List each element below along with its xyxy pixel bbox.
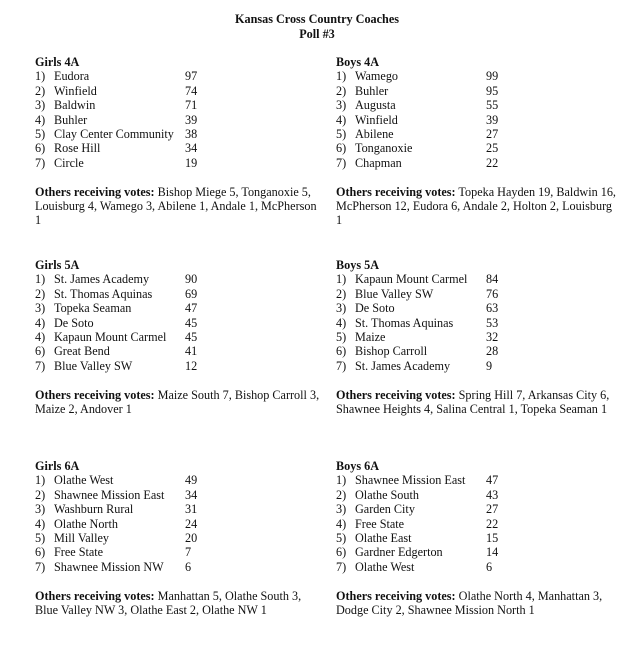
others-receiving-votes bbox=[336, 388, 616, 417]
rank-number: 3) bbox=[35, 98, 46, 113]
team-name: St. Thomas Aquinas bbox=[355, 315, 454, 330]
team-points: 84 bbox=[486, 272, 499, 287]
ranking-row bbox=[336, 141, 616, 155]
others-list: Olathe North 4, Manhattan 3, Dodge City 2, Shawnee Mission North 1 bbox=[336, 588, 603, 617]
others-list: Spring Hill 7, Arkansas City 6, Shawnee Heights 4, Salina Central 1, Topeka Seaman 1 bbox=[336, 387, 610, 416]
section-heading: Girls 6A bbox=[35, 459, 80, 473]
others-label: Others receiving votes: bbox=[35, 184, 155, 199]
team-name: Kapaun Mount Carmel bbox=[355, 272, 468, 287]
rank-number: 4) bbox=[35, 516, 46, 531]
team-name: Tonganoxie bbox=[355, 141, 413, 156]
team-name: Shawnee Mission East bbox=[54, 487, 165, 502]
others-receiving-votes bbox=[35, 589, 320, 618]
team-name: Topeka Seaman bbox=[54, 301, 132, 316]
team-name: Augusta bbox=[355, 98, 396, 113]
ranking-row bbox=[35, 344, 320, 358]
section-heading: Girls 5A bbox=[35, 258, 80, 272]
rank-number: 4) bbox=[35, 112, 46, 127]
others-label: Others receiving votes: bbox=[35, 387, 155, 402]
team-points: 49 bbox=[185, 473, 198, 488]
team-points: 47 bbox=[185, 301, 198, 316]
rank-number: 2) bbox=[35, 83, 46, 98]
team-points: 7 bbox=[185, 545, 192, 560]
ranking-row bbox=[35, 316, 320, 330]
section-girls-4a bbox=[35, 55, 320, 228]
team-name: Winfield bbox=[355, 112, 398, 127]
others-label: Others receiving votes: bbox=[35, 588, 155, 603]
team-name: St. James Academy bbox=[355, 358, 451, 373]
section-boys-6a bbox=[336, 459, 616, 617]
rank-number: 7) bbox=[336, 155, 347, 170]
ranking-row bbox=[336, 330, 616, 344]
team-name: Olathe West bbox=[54, 473, 114, 488]
team-name: Wamego bbox=[355, 69, 399, 84]
rank-number: 3) bbox=[336, 502, 347, 517]
team-points: 95 bbox=[486, 83, 499, 98]
team-points: 27 bbox=[486, 126, 499, 141]
ranking-row bbox=[336, 560, 616, 574]
rank-number: 2) bbox=[35, 487, 46, 502]
ranking-row bbox=[336, 301, 616, 315]
team-name: Blue Valley SW bbox=[54, 358, 133, 373]
ranking-row bbox=[35, 359, 320, 373]
rank-number: 7) bbox=[35, 358, 46, 373]
others-receiving-votes bbox=[336, 185, 616, 228]
rank-number: 3) bbox=[336, 301, 347, 316]
rank-number: 3) bbox=[336, 98, 347, 113]
rank-number: 2) bbox=[336, 487, 347, 502]
ranking-row bbox=[35, 473, 320, 487]
rank-number: 6) bbox=[35, 344, 46, 359]
ranking-row bbox=[35, 517, 320, 531]
team-name: De Soto bbox=[54, 315, 94, 330]
team-name: Washburn Rural bbox=[54, 502, 134, 517]
ranking-row bbox=[336, 156, 616, 170]
team-name: St. Thomas Aquinas bbox=[54, 286, 153, 301]
ranking-row bbox=[35, 301, 320, 315]
ranking-row bbox=[35, 330, 320, 344]
rank-number: 4) bbox=[336, 516, 347, 531]
ranking-row bbox=[336, 517, 616, 531]
section-heading: Boys 6A bbox=[336, 459, 380, 473]
rank-number: 2) bbox=[336, 83, 347, 98]
rank-number: 5) bbox=[35, 530, 46, 545]
team-points: 28 bbox=[486, 344, 499, 359]
team-points: 45 bbox=[185, 315, 198, 330]
team-points: 99 bbox=[486, 69, 499, 84]
others-list: Bishop Miege 5, Tonganoxie 5, Louisburg 4, Wamego 3, Abilene 1, Andale 1, McPherson 1 bbox=[35, 184, 317, 228]
ranking-row bbox=[336, 287, 616, 301]
rank-number: 6) bbox=[336, 344, 347, 359]
team-name: Abilene bbox=[355, 126, 394, 141]
rank-number: 2) bbox=[35, 286, 46, 301]
ranking-row bbox=[336, 502, 616, 516]
team-points: 69 bbox=[185, 286, 198, 301]
team-name: Chapman bbox=[355, 155, 402, 170]
team-name: Free State bbox=[355, 516, 405, 531]
rank-number: 6) bbox=[35, 545, 46, 560]
team-points: 6 bbox=[185, 559, 192, 574]
team-name: Olathe East bbox=[355, 530, 412, 545]
ranking-row bbox=[336, 272, 616, 286]
team-name: Maize bbox=[355, 329, 386, 344]
section-heading: Boys 4A bbox=[336, 55, 380, 69]
team-name: Olathe West bbox=[355, 559, 415, 574]
section-boys-4a bbox=[336, 55, 616, 228]
team-name: Gardner Edgerton bbox=[355, 545, 443, 560]
rank-number: 7) bbox=[35, 559, 46, 574]
team-points: 39 bbox=[185, 112, 198, 127]
team-points: 19 bbox=[185, 155, 198, 170]
team-points: 22 bbox=[486, 516, 499, 531]
team-points: 31 bbox=[185, 502, 198, 517]
ranking-row bbox=[336, 473, 616, 487]
ranking-row bbox=[35, 272, 320, 286]
team-points: 97 bbox=[185, 69, 198, 84]
rank-number: 1) bbox=[35, 473, 46, 488]
team-name: Free State bbox=[54, 545, 104, 560]
team-points: 22 bbox=[486, 155, 499, 170]
ranking-row bbox=[35, 98, 320, 112]
document-title: Kansas Cross Country Coaches bbox=[235, 12, 399, 26]
rank-number: 7) bbox=[336, 559, 347, 574]
rank-number: 6) bbox=[336, 545, 347, 560]
team-name: Rose Hill bbox=[54, 141, 101, 156]
ranking-row bbox=[35, 84, 320, 98]
rank-number: 4) bbox=[336, 112, 347, 127]
ranking-row bbox=[35, 127, 320, 141]
ranking-row bbox=[35, 560, 320, 574]
rank-number: 1) bbox=[35, 69, 46, 84]
rank-number: 1) bbox=[35, 272, 46, 287]
team-points: 55 bbox=[486, 98, 499, 113]
team-name: Baldwin bbox=[54, 98, 96, 113]
ranking-row bbox=[336, 344, 616, 358]
team-points: 41 bbox=[185, 344, 198, 359]
rank-number: 6) bbox=[336, 141, 347, 156]
rank-number: 5) bbox=[336, 530, 347, 545]
others-receiving-votes bbox=[35, 388, 320, 417]
team-points: 14 bbox=[486, 545, 499, 560]
team-points: 39 bbox=[486, 112, 499, 127]
ranking-row bbox=[336, 359, 616, 373]
team-points: 34 bbox=[185, 141, 198, 156]
team-name: Kapaun Mount Carmel bbox=[54, 329, 167, 344]
ranking-row bbox=[336, 127, 616, 141]
team-name: Blue Valley SW bbox=[355, 286, 434, 301]
team-points: 12 bbox=[185, 358, 198, 373]
ranking-row bbox=[336, 488, 616, 502]
team-points: 47 bbox=[486, 473, 499, 488]
team-points: 9 bbox=[486, 358, 493, 373]
team-name: Winfield bbox=[54, 83, 97, 98]
team-name: Garden City bbox=[355, 502, 415, 517]
rank-number: 5) bbox=[35, 126, 46, 141]
section-girls-6a bbox=[35, 459, 320, 617]
ranking-row bbox=[336, 316, 616, 330]
rank-number: 6) bbox=[35, 141, 46, 156]
rank-number: 3) bbox=[35, 502, 46, 517]
others-receiving-votes bbox=[35, 185, 320, 228]
others-label: Others receiving votes: bbox=[336, 588, 456, 603]
ranking-row bbox=[35, 69, 320, 83]
ranking-row bbox=[35, 531, 320, 545]
section-boys-5a bbox=[336, 258, 616, 416]
team-points: 43 bbox=[486, 487, 499, 502]
ranking-row bbox=[336, 545, 616, 559]
team-points: 90 bbox=[185, 272, 198, 287]
ranking-row bbox=[336, 531, 616, 545]
team-name: Shawnee Mission East bbox=[355, 473, 466, 488]
team-points: 15 bbox=[486, 530, 499, 545]
team-points: 6 bbox=[486, 559, 493, 574]
team-points: 20 bbox=[185, 530, 198, 545]
others-list: Manhattan 5, Olathe South 3, Blue Valley NW 3, Olathe East 2, Olathe NW 1 bbox=[35, 588, 302, 617]
team-name: Olathe North bbox=[54, 516, 118, 531]
others-list: Topeka Hayden 19, Baldwin 16, McPherson 12, Eudora 6, Andale 2, Holton 2, Louisburg 1 bbox=[336, 184, 616, 228]
team-points: 25 bbox=[486, 141, 499, 156]
rank-number: 3) bbox=[35, 301, 46, 316]
ranking-row bbox=[35, 545, 320, 559]
rank-number: 4) bbox=[336, 315, 347, 330]
rank-number: 7) bbox=[35, 155, 46, 170]
rank-number: 5) bbox=[336, 329, 347, 344]
team-points: 74 bbox=[185, 83, 198, 98]
team-name: Mill Valley bbox=[54, 530, 109, 545]
team-points: 27 bbox=[486, 502, 499, 517]
team-name: Circle bbox=[54, 155, 84, 170]
team-points: 71 bbox=[185, 98, 198, 113]
team-points: 53 bbox=[486, 315, 499, 330]
others-label: Others receiving votes: bbox=[336, 184, 456, 199]
rank-number: 2) bbox=[336, 286, 347, 301]
team-points: 63 bbox=[486, 301, 499, 316]
rank-number: 1) bbox=[336, 272, 347, 287]
team-name: De Soto bbox=[355, 301, 395, 316]
ranking-row bbox=[336, 98, 616, 112]
team-name: St. James Academy bbox=[54, 272, 150, 287]
ranking-row bbox=[35, 141, 320, 155]
team-points: 45 bbox=[185, 329, 198, 344]
rank-number: 4) bbox=[35, 315, 46, 330]
rank-number: 4) bbox=[35, 329, 46, 344]
ranking-row bbox=[35, 488, 320, 502]
team-name: Shawnee Mission NW bbox=[54, 559, 164, 574]
ranking-row bbox=[35, 287, 320, 301]
team-points: 76 bbox=[486, 286, 499, 301]
team-name: Buhler bbox=[355, 83, 389, 98]
section-heading: Girls 4A bbox=[35, 55, 80, 69]
rank-number: 1) bbox=[336, 473, 347, 488]
team-points: 24 bbox=[185, 516, 198, 531]
rank-number: 5) bbox=[336, 126, 347, 141]
rank-number: 7) bbox=[336, 358, 347, 373]
team-name: Eudora bbox=[54, 69, 90, 84]
team-points: 38 bbox=[185, 126, 198, 141]
team-points: 32 bbox=[486, 329, 499, 344]
ranking-row bbox=[336, 69, 616, 83]
ranking-row bbox=[35, 502, 320, 516]
team-points: 34 bbox=[185, 487, 198, 502]
team-name: Buhler bbox=[54, 112, 88, 127]
team-name: Clay Center Community bbox=[54, 126, 174, 141]
ranking-row bbox=[35, 156, 320, 170]
ranking-row bbox=[336, 84, 616, 98]
team-name: Olathe South bbox=[355, 487, 419, 502]
section-girls-5a bbox=[35, 258, 320, 416]
team-name: Great Bend bbox=[54, 344, 110, 359]
others-receiving-votes bbox=[336, 589, 616, 618]
rank-number: 1) bbox=[336, 69, 347, 84]
poll-number: Poll #3 bbox=[299, 27, 335, 41]
section-heading: Boys 5A bbox=[336, 258, 380, 272]
ranking-row bbox=[35, 113, 320, 127]
others-label: Others receiving votes: bbox=[336, 387, 456, 402]
team-name: Bishop Carroll bbox=[355, 344, 428, 359]
ranking-row bbox=[336, 113, 616, 127]
others-list: Maize South 7, Bishop Carroll 3, Maize 2, Andover 1 bbox=[35, 387, 320, 416]
